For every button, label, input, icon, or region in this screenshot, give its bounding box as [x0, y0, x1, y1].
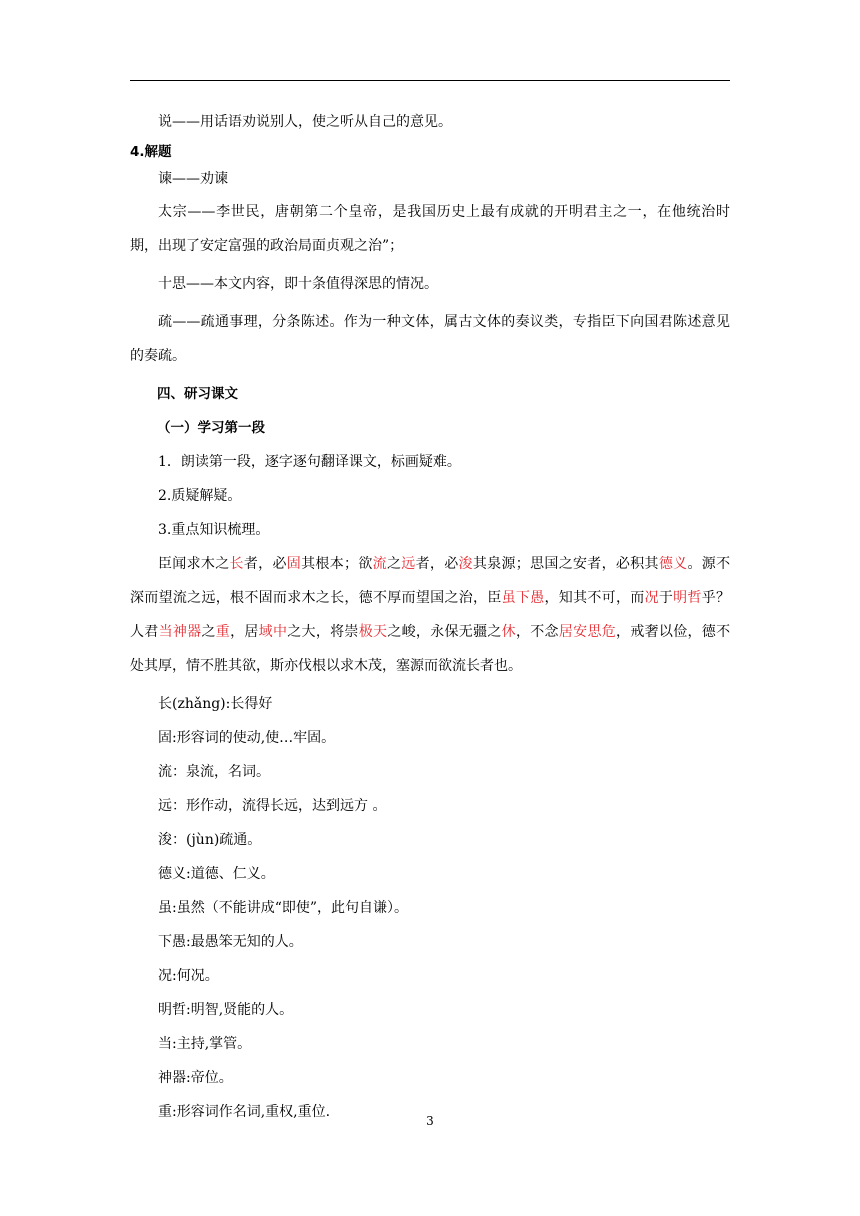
glossary-item: 长(zhǎng):长得好: [158, 696, 273, 712]
definition-shisi: 十思——本文内容，即十条值得深思的情况。: [158, 276, 438, 292]
step-1: 1．朗读第一段，逐字逐句翻译课文，标画疑难。: [158, 454, 461, 470]
heading-jieti: 4.解题: [130, 144, 172, 160]
glossary-list: [130, 687, 730, 1129]
classical-passage: 臣闻求木之长者，必固其根本；欲流之远者，必浚其泉源；思国之安者，必积其德义。源不深而望流之远，根不固而求木之长，德不厚而望国之治，臣虽下愚，知其不可，而况于明哲乎？人君当神器之重，居域中之大，将崇极天之峻，永保无疆之休，不念居安思危，戒奢以俭，德不处其厚，情不胜其欲，斯亦伐根以求木茂，塞源而欲流长者也。: [130, 556, 731, 674]
step-2: 2.质疑解疑。: [158, 488, 242, 504]
glossary-item: 固:形容词的使动,使…牢固。: [158, 730, 336, 746]
page-number: 3: [426, 1114, 434, 1128]
glossary-item: 明哲:明智,贤能的人。: [158, 1002, 294, 1018]
subsection-heading-first: （一）学习第一段: [157, 420, 265, 436]
glossary-item: 况:何况。: [158, 968, 219, 984]
glossary-item: 神器:帝位。: [158, 1070, 233, 1086]
definition-shu: 疏——疏通事理，分条陈述。作为一种文体，属古文体的奏议类，专指臣下向国君陈述意见的奏疏。: [130, 314, 730, 364]
definition-jian: 谏——劝谏: [158, 171, 228, 187]
glossary-item: 当:主持,掌管。: [158, 1036, 252, 1052]
step-3: 3.重点知识梳理。: [158, 522, 270, 538]
glossary-item: 远：形作动，流得长远，达到远方 。: [158, 798, 387, 814]
glossary-item: 下愚:最愚笨无知的人。: [158, 934, 303, 950]
definition-shui: 说——用话语劝说别人，使之听从自己的意见。: [158, 114, 452, 130]
document-body: [130, 110, 730, 1129]
glossary-item: 德义:道德、仁义。: [158, 866, 275, 882]
header-rule: [130, 80, 730, 81]
glossary-item: 重:形容词作名词,重权,重位.: [158, 1104, 331, 1120]
glossary-item: 浚：(jùn)疏通。: [158, 832, 262, 848]
definition-taizong: 太宗——李世民，唐朝第二个皇帝，是我国历史上最有成就的开明君主之一，在他统治时期，出现了安定富强的政治局面贞观之治”；: [130, 204, 730, 254]
section-heading-yanxi: 四、研习课文: [157, 386, 238, 402]
glossary-item: 虽:虽然（不能讲成“即使”，此句自谦）。: [158, 900, 409, 916]
glossary-item: 流：泉流，名词。: [158, 764, 270, 780]
